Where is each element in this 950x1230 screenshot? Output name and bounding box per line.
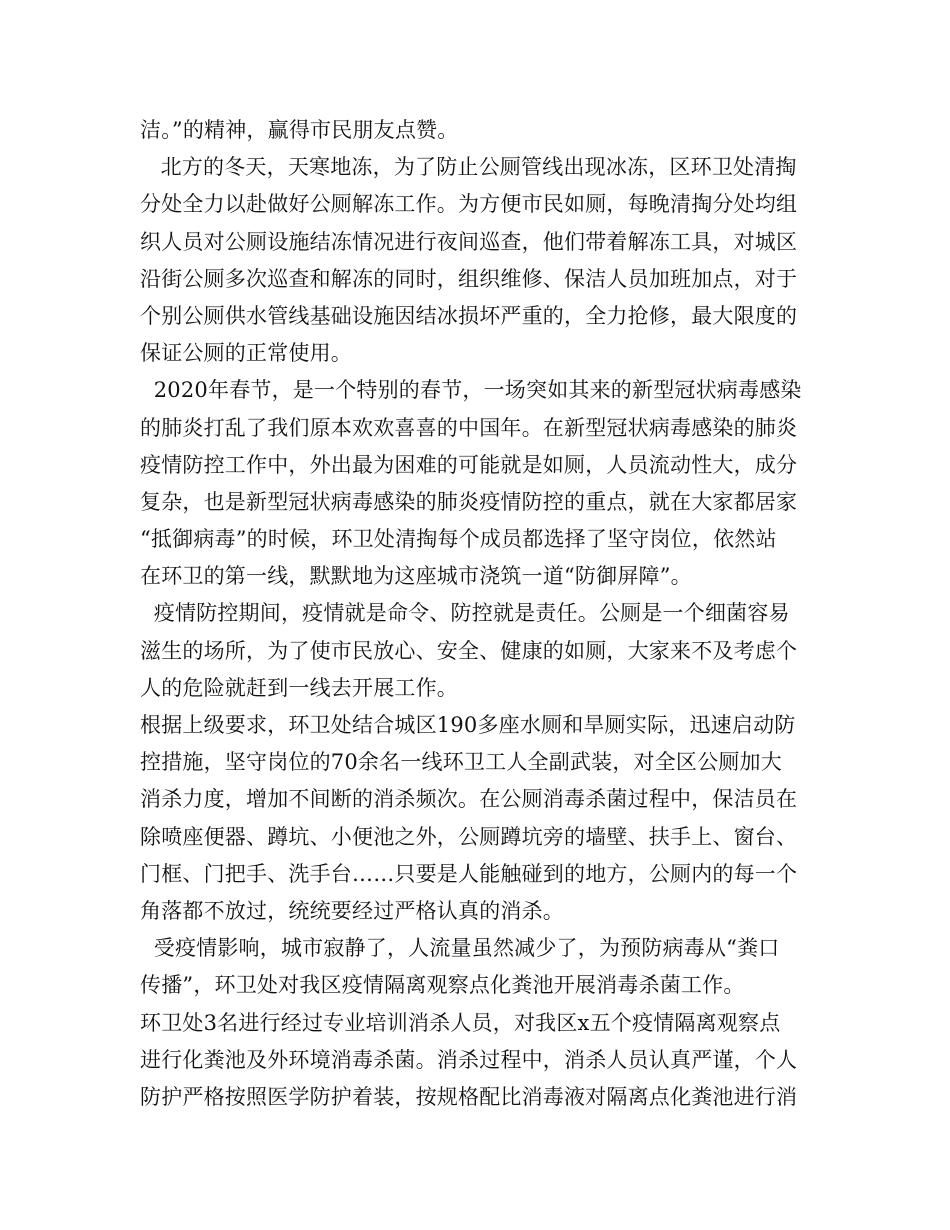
- text-line: 织人员对公厕设施结冻情况进行夜间巡查，他们带着解冻工具，对城区: [140, 229, 798, 254]
- text-line: 洁。”的精神，赢得市民朋友点赞。: [140, 118, 459, 142]
- text-line: 2020年春节，是一个特别的春节，一场突如其来的新型冠状病毒感染: [140, 378, 802, 403]
- text-line: 沿街公厕多次巡查和解冻的同时，组织维修、保洁人员加班加点，对于: [140, 266, 798, 291]
- text-line: 北方的冬天，天寒地冻，为了防止公厕管线出现冰冻，区环卫处清掏: [140, 155, 797, 180]
- document-body-text: [140, 112, 812, 1116]
- text-line: 进行化粪池及外环境消毒杀菌。消杀过程中，消杀人员认真严谨，个人: [140, 1047, 798, 1072]
- text-line: “抵御病毒”的时候，环卫处清掏每个成员都选择了坚守岗位，依然站: [140, 527, 777, 552]
- text-line: 门框、门把手、洗手台……只要是人能触碰到的地方，公厕内的每一个: [140, 861, 798, 886]
- text-line: 滋生的场所，为了使市民放心、安全、健康的如厕，大家来不及考虑个: [140, 638, 798, 663]
- text-line: 在环卫的第一线，默默地为这座城市浇筑一道“防御屏障”。: [140, 564, 692, 589]
- text-line: 受疫情影响，城市寂静了，人流量虽然减少了，为预防病毒从“粪口: [140, 936, 780, 961]
- text-line: 控措施，坚守岗位的70余名一线环卫工人全副武装，对全区公厕加大: [140, 750, 782, 775]
- text-line: 除喷座便器、蹲坑、小便池之外，公厕蹲坑旁的墙壁、扶手上、窗台、: [140, 824, 798, 849]
- text-line: 角落都不放过，统统要经过严格认真的消杀。: [140, 898, 564, 923]
- text-line: 根据上级要求，环卫处结合城区190多座水厕和旱厕实际，迅速启动防: [140, 713, 796, 737]
- text-line: 疫情防控工作中，外出最为困难的可能就是如厕，人员流动性大，成分: [140, 452, 798, 477]
- text-line: 防护严格按照医学防护着装，按规格配比消毒液对隔离点化粪池进行消: [140, 1084, 798, 1109]
- text-line: 个别公厕供水管线基础设施因结冰损坏严重的，全力抢修，最大限度的: [140, 303, 798, 328]
- text-line: 分处全力以赴做好公厕解冻工作。为方便市民如厕，每晚清掏分处均组: [140, 192, 798, 217]
- text-line: 的肺炎打乱了我们原本欢欢喜喜的中国年。在新型冠状病毒感染的肺炎: [140, 415, 798, 440]
- text-line: 疫情防控期间，疫情就是命令、防控就是责任。公厕是一个细菌容易: [140, 601, 790, 626]
- text-line: 消杀力度，增加不间断的消杀频次。在公厕消毒杀菌过程中，保洁员在: [140, 787, 798, 812]
- text-line: 人的危险就赶到一线去开展工作。: [140, 675, 458, 700]
- text-line: 保证公厕的正常使用。: [140, 341, 352, 366]
- text-line: 传播”，环卫处对我区疫情隔离观察点化粪池开展消毒杀菌工作。: [140, 973, 745, 998]
- text-line: 环卫处3名进行经过专业培训消杀人员，对我区x五个疫情隔离观察点: [140, 1010, 781, 1035]
- text-line: 复杂，也是新型冠状病毒感染的肺炎疫情防控的重点，就在大家都居家: [140, 489, 798, 514]
